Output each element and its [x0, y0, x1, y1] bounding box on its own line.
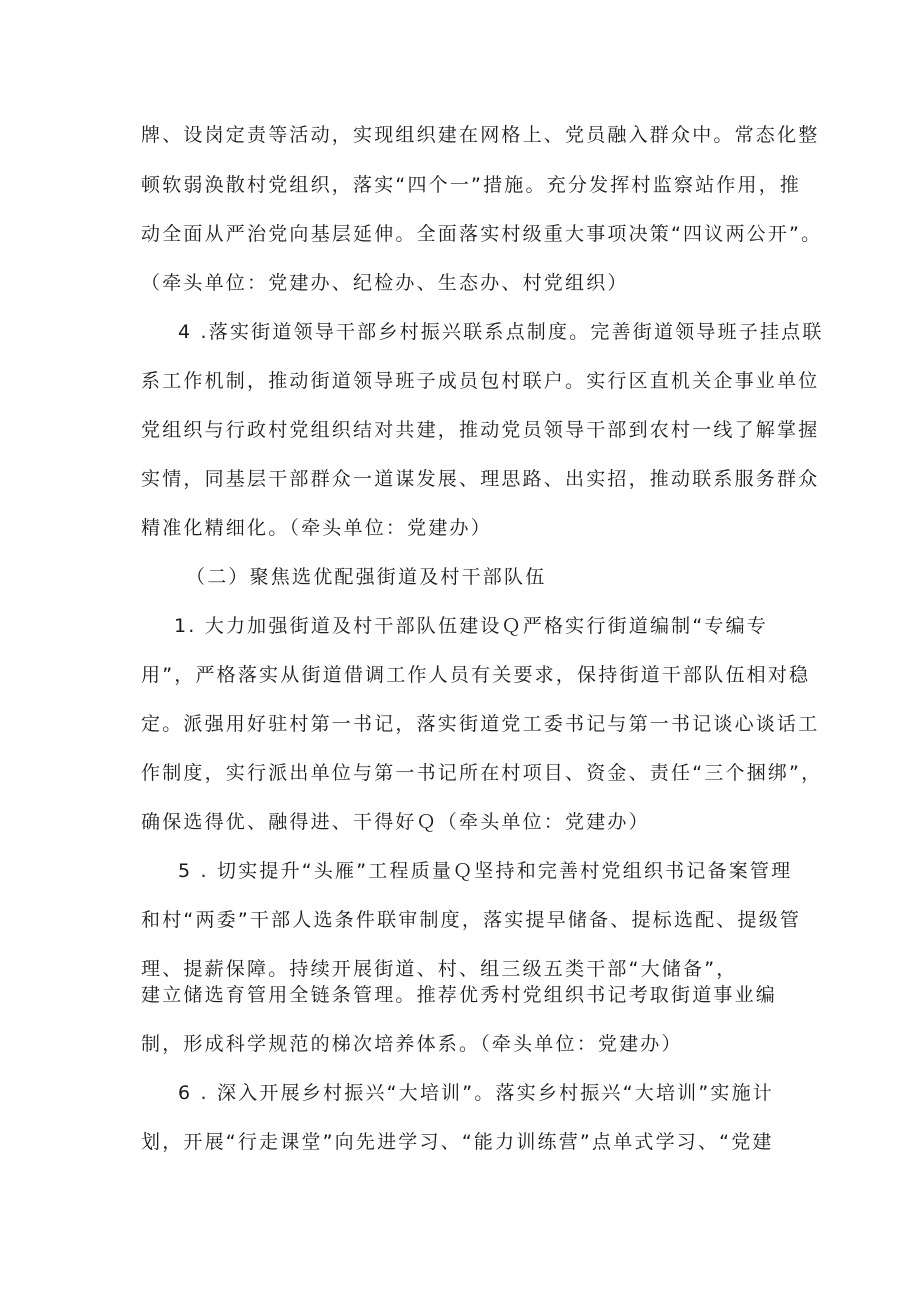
text-line: 6 . 深入开展乡村振兴“大培训”。落实乡村振兴“大培训”实施计 — [178, 1082, 774, 1104]
text-line: 1. 大力加强街道及村干部队伍建设Ｑ严格实行街道编制“专编专 — [174, 615, 769, 637]
text-line: 动全面从严治党向基层延伸。全面落实村级重大事项决策“四议两公开”。 — [141, 223, 823, 245]
text-line: （牵头单位：党建办、纪检办、生态办、村党组织） — [141, 272, 629, 294]
text-line: 和村“两委”干部人选条件联审制度，落实提早储备、提标选配、提级管 — [141, 909, 802, 931]
text-line: 划，开展“行走课堂”向先进学习、“能力训练营”点单式学习、“党建 — [141, 1131, 774, 1153]
text-line: 建立储选育管用全链条管理。推荐优秀村党组织书记考取街道事业编 — [141, 984, 778, 1006]
text-line: 用”，严格落实从街道借调工作人员有关要求，保持街道干部队伍相对稳 — [141, 664, 811, 686]
text-line: 5 . 切实提升“头雁”工程质量Ｑ坚持和完善村党组织书记备案管理 — [178, 860, 793, 882]
section-heading: （二）聚焦选优配强街道及村干部队伍 — [186, 566, 547, 588]
text-line: 理、提薪保障。持续开展街道、村、组三级五类干部“大储备”， — [141, 958, 738, 980]
text-line: 牌、设岗定责等活动，实现组织建在网格上、党员融入群众中。常态化整 — [141, 124, 820, 146]
text-line: 精准化精细化。（牵头单位：党建办） — [141, 517, 492, 539]
text-line: 确保选得优、融得进、干得好Ｑ（牵头单位：党建办） — [141, 811, 650, 833]
text-line: 实情，同基层干部群众一道谋发展、理思路、出实招，推动联系服务群众 — [141, 468, 820, 490]
text-line: 党组织与行政村党组织结对共建，推动党员领导干部到农村一线了解掌握 — [141, 419, 820, 441]
text-line: 定。派强用好驻村第一书记，落实街道党工委书记与第一书记谈心谈话工 — [141, 713, 820, 735]
text-line: 系工作机制，推动街道领导班子成员包村联户。实行区直机关企事业单位 — [141, 370, 820, 392]
text-line: 4 .落实街道领导干部乡村振兴联系点制度。完善街道领导班子挂点联 — [178, 321, 824, 343]
text-line: 作制度，实行派出单位与第一书记所在村项目、资金、责任“三个捆绑”， — [141, 762, 823, 784]
text-line: 顿软弱涣散村党组织，落实“四个一”措施。充分发挥村监察站作用，推 — [141, 174, 802, 196]
text-line: 制，形成科学规范的梯次培养体系。（牵头单位：党建办） — [141, 1033, 683, 1055]
